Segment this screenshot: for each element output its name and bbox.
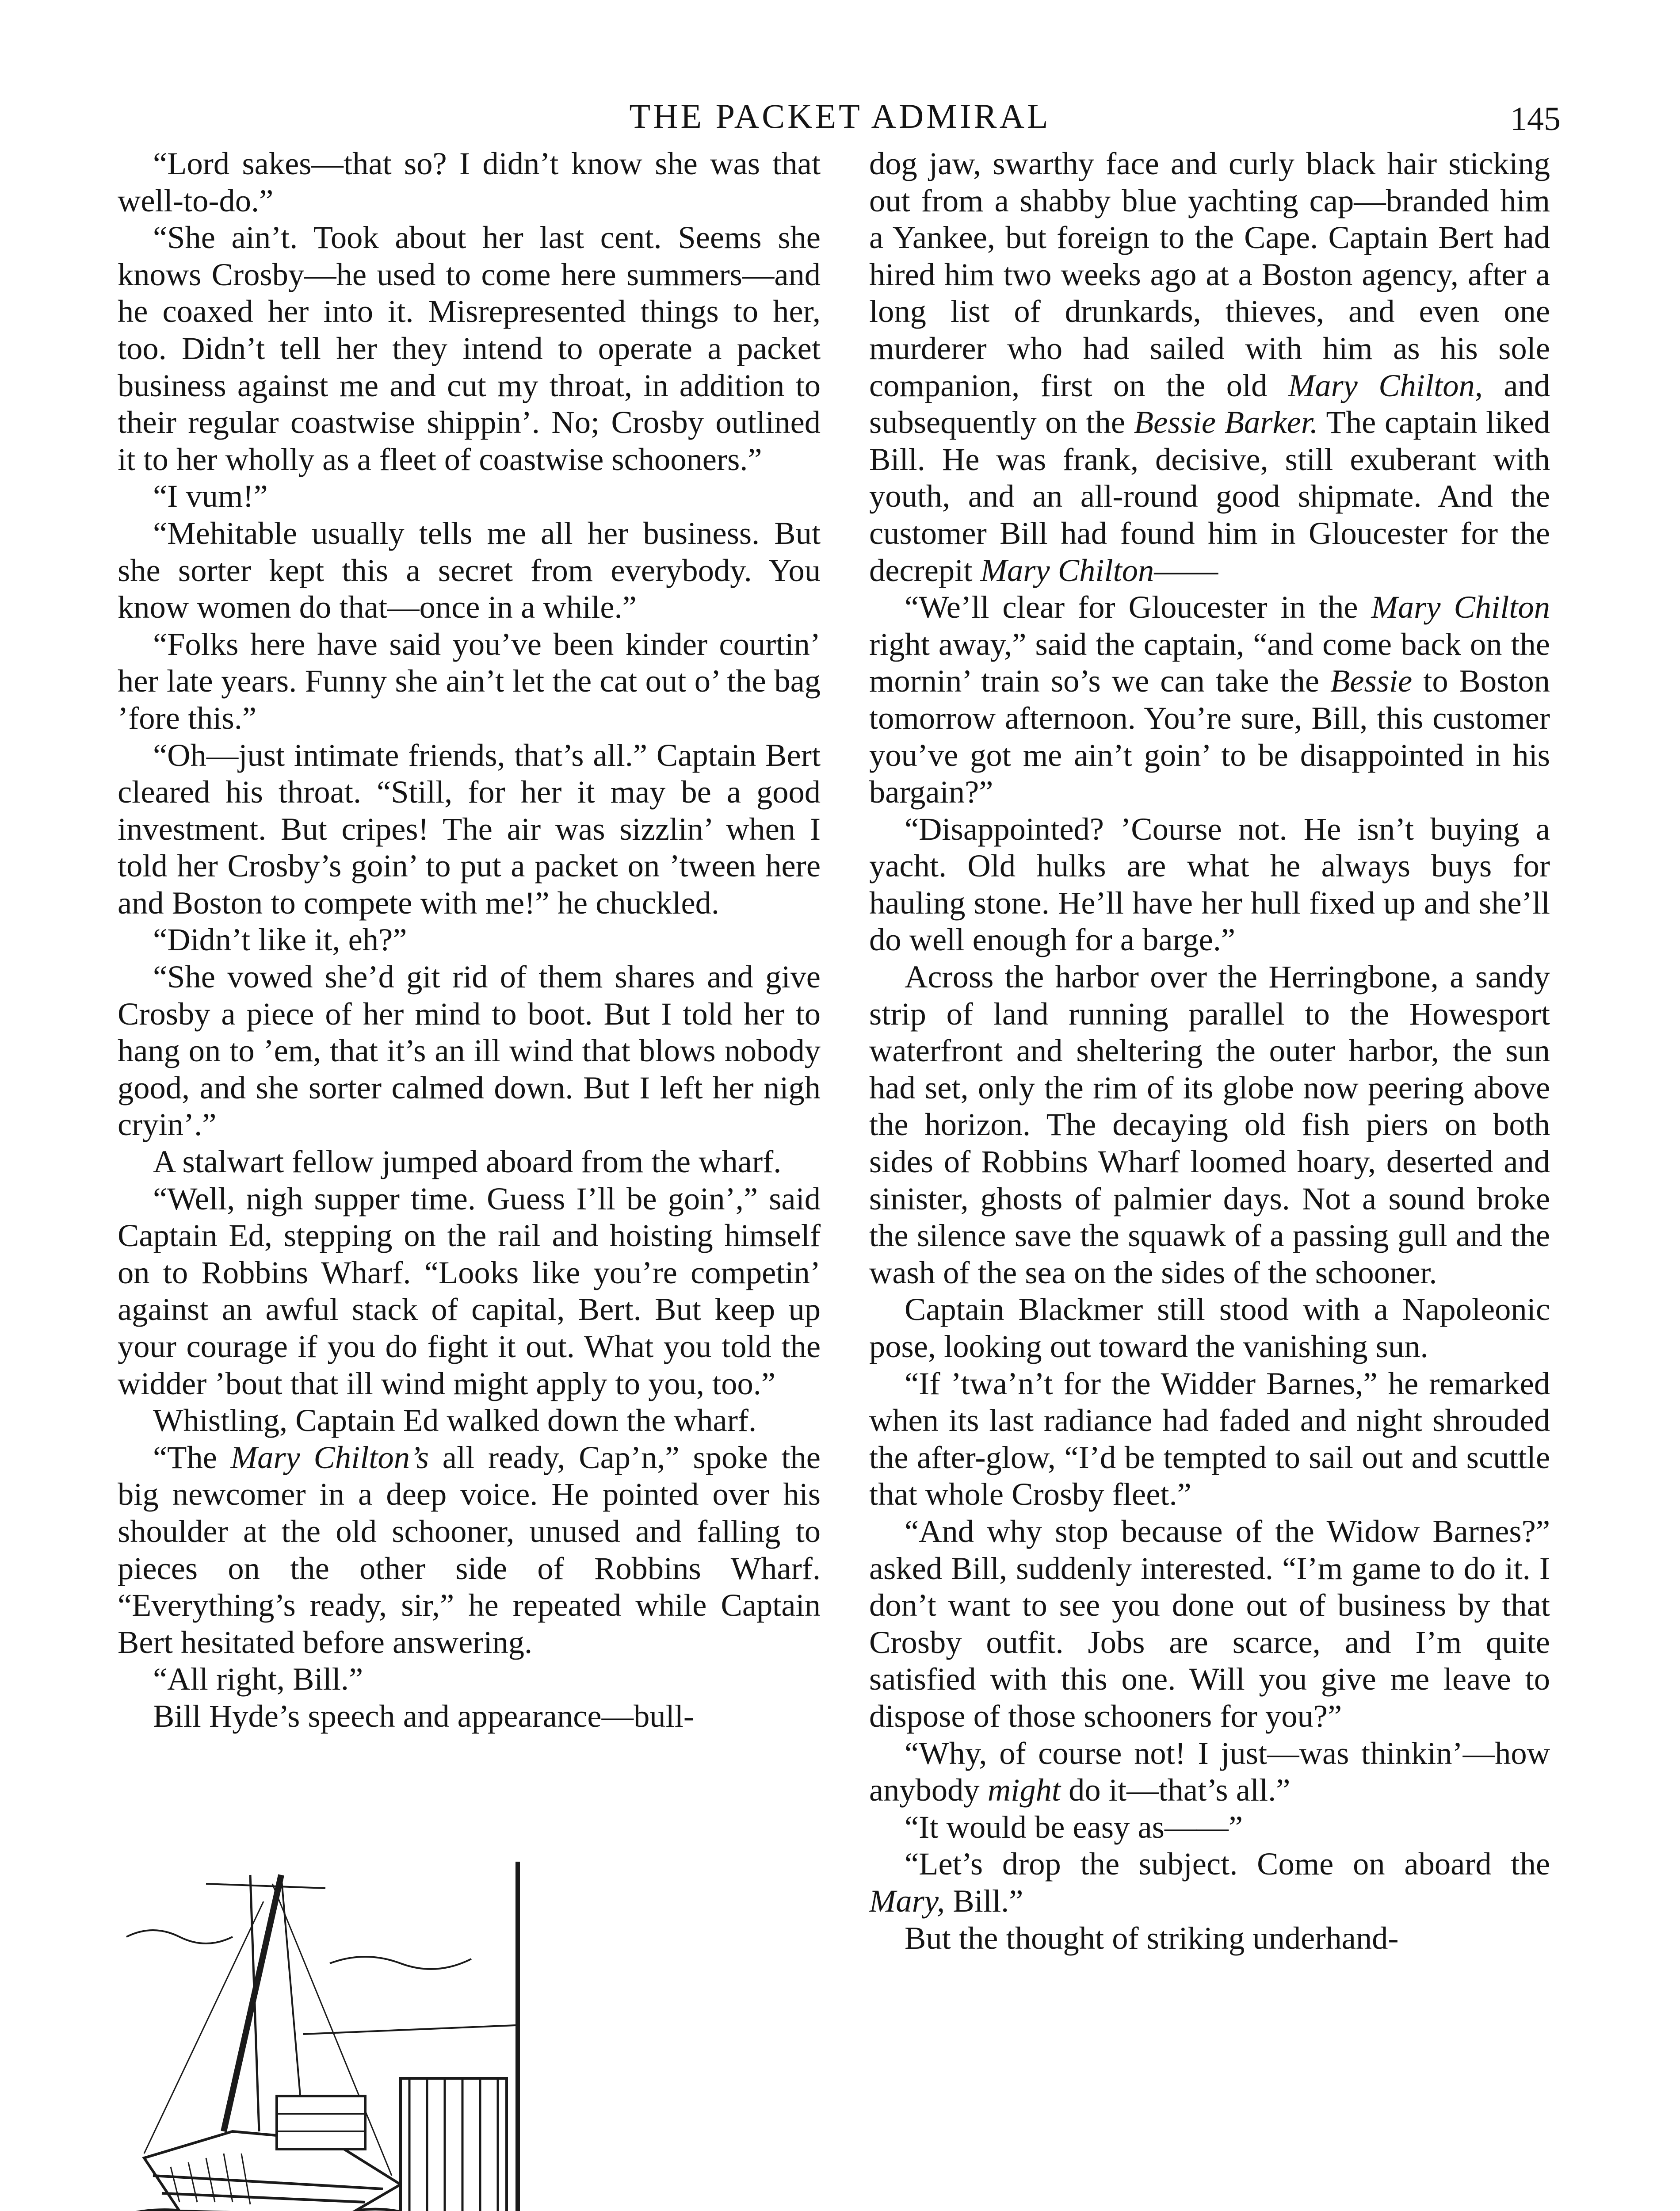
paragraph: “Didn’t like it, eh?”	[153, 922, 407, 958]
text-run: “We’ll clear for Gloucester in the	[905, 589, 1371, 625]
italic-ship-name: Mary Chilton	[1371, 589, 1550, 625]
text-run: “Let’s drop the subject. Come on aboard the	[905, 1846, 1550, 1882]
paragraph	[118, 1439, 821, 1661]
paragraph: Captain Blackmer still stood with a Napoleonic pose, looking out toward the vanishing sun.	[869, 1291, 1550, 1364]
italic-ship-name: Mary Chilton,	[1288, 367, 1483, 403]
paragraph: A stalwart fellow jumped aboard from the wharf.	[153, 1144, 782, 1180]
text-run: right away,” said the captain, “and come back on the mornin’ train so’s we can take the	[869, 626, 1550, 699]
paragraph: “Folks here have said you’ve been kinder courtin’ her late years. Funny she ain’t let the cat out o’ the bag ’fore this.”	[118, 626, 821, 736]
paragraph: “She vowed she’d git rid of them shares and give Crosby a piece of her mind to boot. But I told her to hang on to ’em, that it’s an ill wind that blows nobody good, and she sorter calmed down. But I left her nigh cryin’.”	[118, 959, 821, 1143]
paragraph: “If ’twa’n’t for the Widder Barnes,” he remarked when its last radiance had faded and night shrouded the after-glow, “I’d be tempted to sail out and scuttle that whole Crosby fleet.”	[869, 1365, 1550, 1512]
paragraph: “It would be easy as——”	[905, 1809, 1243, 1845]
illustrated-paragraph-block	[118, 1439, 821, 1661]
left-column	[118, 145, 821, 1735]
text-run: to Boston tomorrow afternoon. You’re sure, Bill, this customer you’ve got me ain’t goin’ to be disappointed in his bargain?”	[869, 663, 1550, 810]
text-run: all ready, Cap’n,” spoke the big newcomer in a deep voice. He pointed over his shoulder at the old schooner, unused and falling to pieces on the other side of Robbins Wharf. “Everything’s ready, sir,” he repeated while Captain Bert hesitated before answering.	[118, 1439, 821, 1660]
paragraph: “She ain’t. Took about her last cent. Seems she knows Crosby—he used to come here summers—and he coaxed her into it. Misrepresented things to her, too. Didn’t tell her they intend to operate a packet business against me and cut my throat, in addition to their regular coastwise shippin’. No; Crosby outlined it to her wholly as a fleet of coastwise schooners.”	[118, 219, 821, 477]
italic-ship-name: Mary,	[869, 1882, 945, 1919]
italic-word: might	[987, 1772, 1061, 1808]
text-run: and subsequently on the	[869, 367, 1550, 440]
paragraph: “Disappointed? ’Course not. He isn’t buying a yacht. Old hulks are what he always buys for hauling stone. He’ll have her hull fixed up and she’ll do well enough for a barge.”	[869, 811, 1550, 958]
right-column	[869, 145, 1550, 1956]
paragraph: “Lord sakes—that so? I didn’t know she was that well-to-do.”	[118, 145, 821, 218]
page-number: 145	[1510, 100, 1561, 138]
italic-ship-name: Mary Chilton’s	[230, 1439, 429, 1475]
carryover-paragraph-start: Bill Hyde’s speech and appearance—bull-	[153, 1698, 695, 1734]
italic-ship-name: Mary Chilton	[980, 552, 1154, 588]
paragraph: “Well, nigh supper time. Guess I’ll be goin’,” said Captain Ed, stepping on the rail and hoisting himself on to Robbins Wharf. “Looks like you’re competin’ against an awful stack of capital, Bert. But keep up your courage if you do fight it out. What you told the widder ’bout that ill wind might apply to you, too.”	[118, 1180, 821, 1401]
paragraph	[869, 1845, 1550, 1919]
text-run: “The	[153, 1439, 231, 1475]
italic-ship-name: Bessie	[1330, 663, 1413, 699]
text-run: “Why, of course not! I just—was thinkin’—how anybody	[869, 1735, 1550, 1808]
text-run: The captain liked Bill. He was frank, decisive, still exuberant with youth, and an all-round good shipmate. And the customer Bill had found him in Gloucester for the decrepit	[869, 404, 1550, 588]
schooner-illustration	[118, 1848, 524, 2211]
schooner-sketch-icon	[118, 1848, 524, 2211]
carryover-paragraph-continued	[869, 145, 1550, 589]
paragraph: “Mehitable usually tells me all her business. But she sorter kept this a secret from everybody. You know women do that—once in a while.”	[118, 515, 821, 625]
paragraph	[869, 1735, 1550, 1809]
paragraph: “I vum!”	[153, 478, 268, 514]
text-run: Bill.”	[945, 1882, 1023, 1919]
text-run: ——	[1154, 552, 1218, 588]
paragraph: “All right, Bill.”	[153, 1661, 363, 1697]
running-title: THE PACKET ADMIRAL	[629, 97, 1051, 135]
paragraph: Across the harbor over the Herringbone, a sandy strip of land running parallel to the Howesport waterfront and sheltering the outer harbor, the sun had set, only the rim of its globe now peering above the horizon. The decaying old fish piers on both sides of Robbins Wharf loomed hoary, deserted and sinister, ghosts of palmier days. Not a sound broke the silence save the squawk of a passing gull and the wash of the sea on the sides of the schooner.	[869, 959, 1550, 1290]
paragraph: But the thought of striking underhand-	[905, 1920, 1399, 1956]
paragraph: “And why stop because of the Widow Barnes?” asked Bill, suddenly interested. “I’m game to do it. I don’t want to see you done out of business by that Crosby outfit. Jobs are scarce, and I’m quite satisfied with this one. Will you give me leave to dispose of those schooners for you?”	[869, 1513, 1550, 1734]
paragraph	[869, 589, 1550, 811]
text-run: dog jaw, swarthy face and curly black hair sticking out from a shabby blue yachting cap—branded him a Yankee, but foreign to the Cape. Captain Bert had hired him two weeks ago at a Boston agency, after a long list of drunkards, thieves, and even one murderer who had sailed with him as his sole companion, first on the old	[869, 145, 1550, 403]
paragraph: Whistling, Captain Ed walked down the wharf.	[153, 1402, 757, 1438]
text-run: do it—that’s all.”	[1060, 1772, 1291, 1808]
italic-ship-name: Bessie Barker.	[1134, 404, 1318, 440]
paragraph: “Oh—just intimate friends, that’s all.” Captain Bert cleared his throat. “Still, for her it may be a good investment. But cripes! The air was sizzlin’ when I told her Crosby’s goin’ to put a packet on ’tween here and Boston to compete with me!” he chuckled.	[118, 737, 821, 921]
